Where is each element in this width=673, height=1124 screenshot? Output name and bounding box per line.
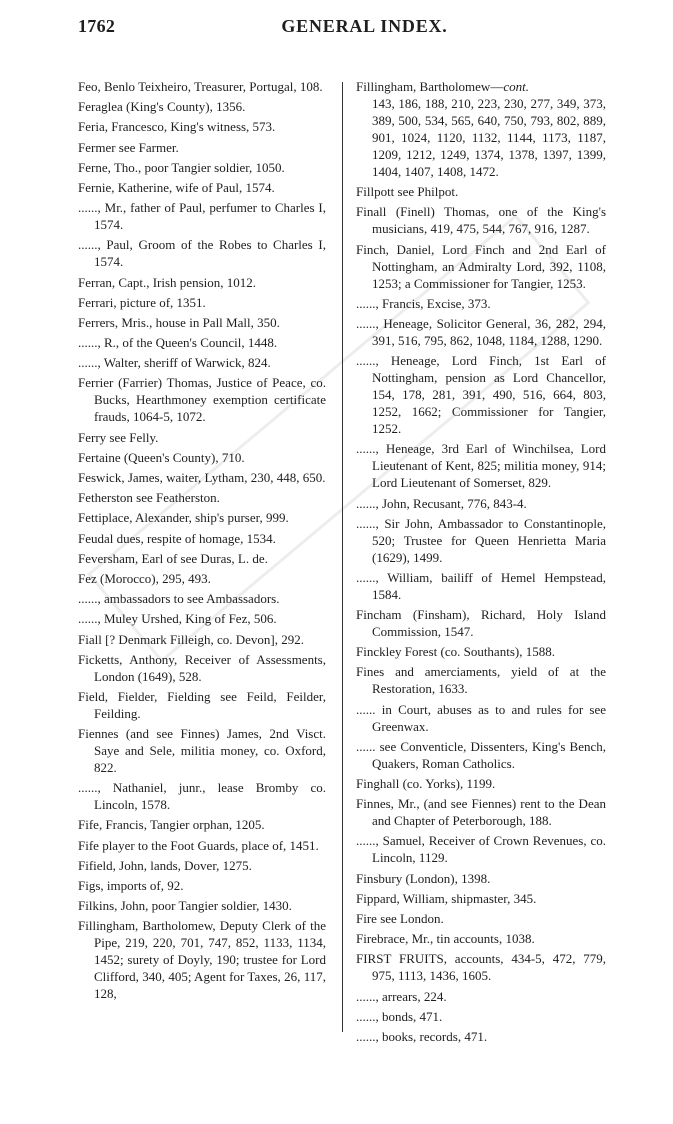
- page-number: 1762: [78, 16, 116, 36]
- index-entry: ......, Paul, Groom of the Robes to Charles I, 1574.: [78, 237, 326, 270]
- left-column: [78, 78, 326, 1006]
- index-entry: Field, Fielder, Fielding see Feild, Feilder, Feilding.: [78, 688, 326, 721]
- index-entry: ......, Heneage, Solicitor General, 36, 282, 294, 391, 516, 795, 862, 1048, 1184, 1288, 1290.: [356, 315, 606, 348]
- index-entry: Fippard, William, shipmaster, 345.: [356, 890, 537, 906]
- index-entry: Feudal dues, respite of homage, 1534.: [78, 530, 276, 546]
- index-entry: ......, Walter, sheriff of Warwick, 824.: [78, 355, 271, 371]
- index-entry: Fife player to the Foot Guards, place of, 1451.: [78, 837, 319, 853]
- index-entry: Fifield, John, lands, Dover, 1275.: [78, 857, 252, 873]
- index-entry: Fertaine (Queen's County), 710.: [78, 449, 245, 465]
- index-entry: ......, Nathaniel, junr., lease Bromby co. Lincoln, 1578.: [78, 780, 326, 813]
- index-entry: Fetherston see Featherston.: [78, 490, 220, 506]
- index-entry: Feo, Benlo Teixheiro, Treasurer, Portugal, 108.: [78, 79, 323, 94]
- index-entry: Feraglea (King's County), 1356.: [78, 99, 246, 115]
- index-entry: Ferrier (Farrier) Thomas, Justice of Peace, co. Bucks, Hearthmoney exemption certificate frauds, 1064-5, 1072.: [78, 375, 326, 425]
- index-entry: Ferry see Felly.: [78, 429, 159, 445]
- index-entry: Fincham (Finsham), Richard, Holy Island Commission, 1547.: [356, 607, 606, 640]
- index-entry: ......, Heneage, Lord Finch, 1st Earl of Nottingham, pension as Lord Chancellor, 154, 178, 281, 391, 490, 516, 664, 803, 1252, 1662; Commissioner for Tangier, 1252.: [356, 353, 606, 437]
- index-entry: Fire see London.: [356, 910, 444, 926]
- index-entry: ......, Mr., father of Paul, perfumer to Charles I, 1574.: [78, 200, 326, 233]
- index-entry: Ferrari, picture of, 1351.: [78, 294, 206, 310]
- index-entry: FIRST FRUITS, accounts, 434-5, 472, 779, 975, 1113, 1436, 1605.: [356, 951, 606, 984]
- index-entry: ......, books, records, 471.: [356, 1028, 488, 1044]
- index-entry: Ferran, Capt., Irish pension, 1012.: [78, 274, 257, 290]
- index-entry: ......, Samuel, Receiver of Crown Revenues, co. Lincoln, 1129.: [356, 833, 606, 866]
- index-entry: ......, Sir John, Ambassador to Constantinople, 520; Trustee for Queen Henrietta Maria (1629), 1499.: [356, 515, 606, 565]
- index-entry: Fettiplace, Alexander, ship's purser, 999.: [78, 510, 289, 526]
- index-entry: Fife, Francis, Tangier orphan, 1205.: [78, 817, 265, 833]
- index-entry: Ferne, Tho., poor Tangier soldier, 1050.: [78, 159, 285, 175]
- page-header: [78, 16, 611, 42]
- right-column: [356, 78, 606, 1048]
- index-entry: Finch, Daniel, Lord Finch and 2nd Earl of Nottingham, an Admiralty Lord, 392, 1108, 1253; a Commissioner for Tangier, 1253.: [356, 241, 606, 291]
- index-entry: Finnes, Mr., (and see Fiennes) rent to the Dean and Chapter of Peterborough, 188.: [356, 796, 606, 829]
- index-entry: ......, Heneage, 3rd Earl of Winchilsea, Lord Lieutenant of Kent, 825; militia money, 914; Lord Lieutenant of Somerset, 829.: [356, 441, 606, 491]
- index-entry: ......, John, Recusant, 776, 843-4.: [356, 495, 527, 511]
- page-title: GENERAL INDEX.: [281, 16, 448, 36]
- index-entry: Fiennes (and see Finnes) James, 2nd Visct. Saye and Sele, militia money, co. Oxford, 822.: [78, 726, 326, 776]
- cont-marker: cont.: [503, 79, 529, 94]
- index-entry: ......, R., of the Queen's Council, 1448.: [78, 335, 278, 351]
- index-entry: ......, Muley Urshed, King of Fez, 506.: [78, 611, 277, 627]
- index-entry: Feswick, James, waiter, Lytham, 230, 448, 650.: [78, 470, 326, 485]
- continuation-body: 143, 186, 188, 210, 223, 230, 277, 349, 373, 389, 500, 534, 565, 640, 750, 793, 802, 889, 901, 1024, 1120, 1132, 1144, 1173, 1187, 1209, 1212, 1249, 1374, 1378, 1397, 1399, 1404, 1407, 1408, 1472.: [372, 96, 606, 179]
- index-entry: Ficketts, Anthony, Receiver of Assessments, London (1649), 528.: [78, 651, 326, 684]
- index-entry: Ferrers, Mris., house in Pall Mall, 350.: [78, 314, 280, 330]
- index-entry: ......, arrears, 224.: [356, 988, 447, 1004]
- index-entry: ......, bonds, 471.: [356, 1008, 443, 1024]
- index-entry: Fez (Morocco), 295, 493.: [78, 570, 211, 586]
- index-entry: Filkins, John, poor Tangier soldier, 1430.: [78, 898, 292, 914]
- index-entry: Finall (Finell) Thomas, one of the King's musicians, 419, 475, 544, 767, 916, 1287.: [356, 204, 606, 237]
- index-entry: Fines and amerciaments, yield of at the Restoration, 1633.: [356, 664, 606, 697]
- index-entry: Fillingham, Bartholomew, Deputy Clerk of the Pipe, 219, 220, 701, 747, 852, 1133, 1134, 1452; surety of Doyly, 190; trustee for Lord Clifford, 340, 405; Agent for Taxes, 26, 117, 128,: [78, 918, 326, 1002]
- index-entry: Feria, Francesco, King's witness, 573.: [78, 119, 276, 135]
- index-entry: ......, Francis, Excise, 373.: [356, 295, 491, 311]
- index-entry: Figs, imports of, 92.: [78, 878, 184, 893]
- index-entry: Feversham, Earl of see Duras, L. de.: [78, 550, 268, 566]
- index-entry: ...... see Conventicle, Dissenters, King's Bench, Quakers, Roman Catholics.: [356, 738, 606, 771]
- continuation-heading: [356, 78, 606, 95]
- index-entry: Finsbury (London), 1398.: [356, 870, 491, 886]
- cont-heading-text: Fillingham, Bartholomew—cont.: [356, 79, 529, 94]
- index-entry: Finghall (co. Yorks), 1199.: [356, 776, 496, 791]
- index-entry: ......, William, bailiff of Hemel Hempstead, 1584.: [356, 569, 606, 602]
- index-entry: Finckley Forest (co. Southants), 1588.: [356, 644, 555, 660]
- index-entry: ...... in Court, abuses as to and rules for see Greenwax.: [356, 701, 606, 734]
- index-entry: Fiall [? Denmark Filleigh, co. Devon], 292.: [78, 631, 305, 647]
- index-entry: Fermer see Farmer.: [78, 139, 179, 155]
- column-divider: [342, 82, 343, 1032]
- index-entry: Fernie, Katherine, wife of Paul, 1574.: [78, 179, 275, 195]
- index-entry: Firebrace, Mr., tin accounts, 1038.: [356, 931, 535, 947]
- index-entry: ......, ambassadors to see Ambassadors.: [78, 591, 280, 607]
- index-entry: Fillpott see Philpot.: [356, 184, 459, 200]
